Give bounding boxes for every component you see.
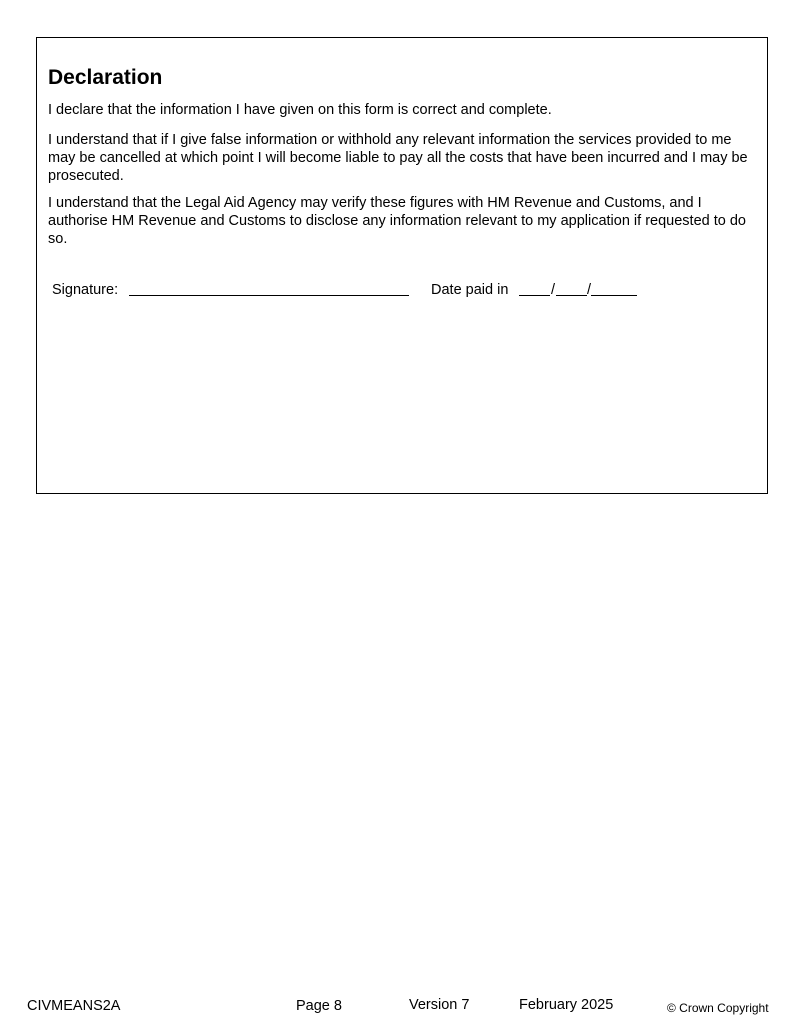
date-paid-label: Date paid in (431, 282, 509, 298)
signature-field[interactable] (129, 295, 409, 296)
declaration-paragraph-3: I understand that the Legal Aid Agency may verify these figures with HM Revenue and Customs, and I authorise HM Revenue and Customs to disclose any information relevant to my application if requested to do so. (48, 195, 746, 247)
footer-form-code: CIVMEANS2A (27, 998, 121, 1014)
footer-page-number: Page 8 (296, 998, 342, 1014)
footer-copyright: © Crown Copyright (667, 1001, 769, 1015)
date-day-field[interactable] (519, 295, 550, 296)
declaration-section (36, 37, 768, 494)
signature-label: Signature: (52, 282, 119, 298)
date-separator: / (587, 282, 592, 298)
footer-date: February 2025 (519, 997, 614, 1013)
footer-version: Version 7 (409, 997, 470, 1013)
declaration-title: Declaration (48, 66, 163, 89)
date-year-field[interactable] (591, 295, 637, 296)
declaration-paragraph-2: I understand that if I give false information or withhold any relevant information the services provided to me may be cancelled at which point I will become liable to pay all the costs that have been incurred and I may be prosecuted. (48, 132, 748, 184)
declaration-paragraph-1: I declare that the information I have given on this form is correct and complete. (48, 102, 552, 118)
date-separator: / (551, 282, 556, 298)
date-month-field[interactable] (556, 295, 587, 296)
